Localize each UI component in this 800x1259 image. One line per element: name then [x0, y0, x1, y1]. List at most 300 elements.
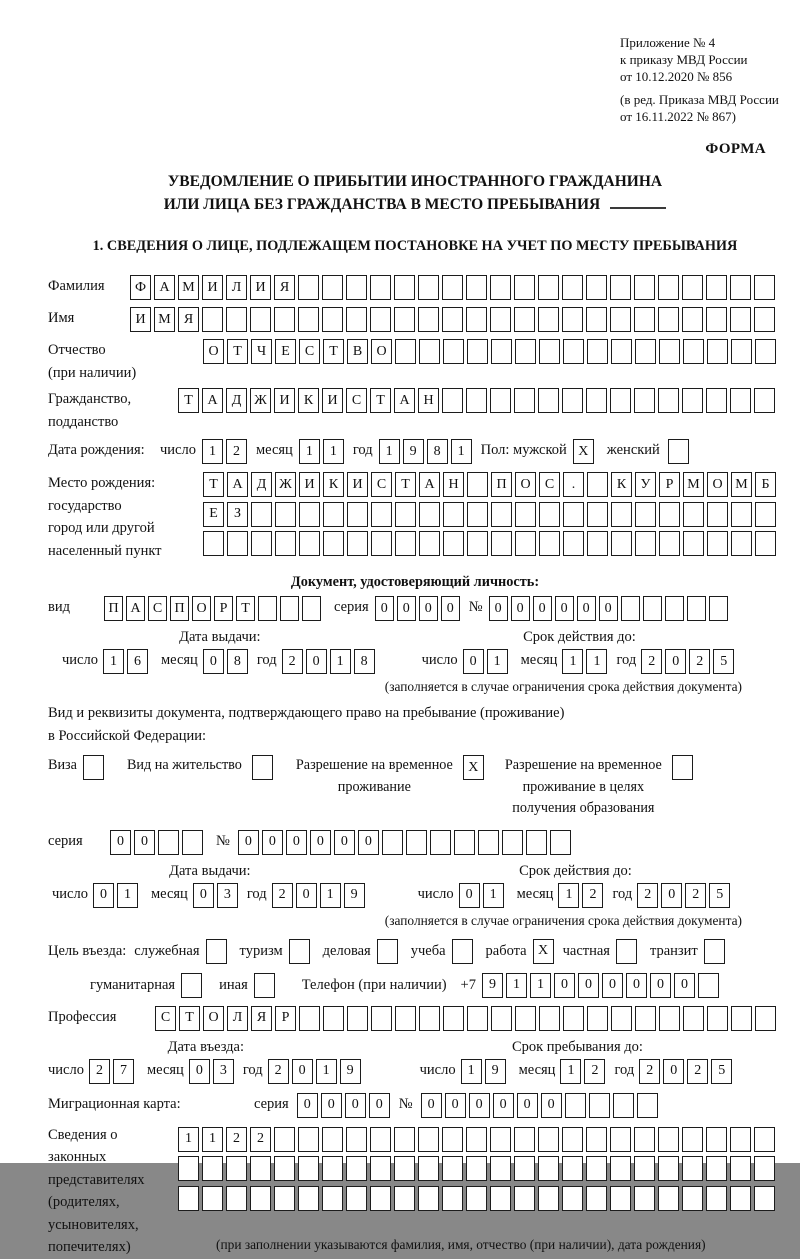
form-cell[interactable]: [466, 1156, 487, 1181]
form-cell[interactable]: [539, 1006, 560, 1031]
form-cell[interactable]: [323, 502, 344, 527]
form-cell[interactable]: О: [203, 1006, 224, 1031]
form-cell[interactable]: О: [707, 472, 728, 497]
form-cell[interactable]: [490, 307, 511, 332]
form-cell[interactable]: [562, 1127, 583, 1152]
form-cell[interactable]: [418, 1186, 439, 1211]
form-cell[interactable]: 0: [345, 1093, 366, 1118]
form-cell[interactable]: Д: [251, 472, 272, 497]
form-cell[interactable]: Т: [370, 388, 391, 413]
form-cell[interactable]: [158, 830, 179, 855]
form-cell[interactable]: [419, 531, 440, 556]
form-cell[interactable]: 1: [323, 439, 344, 464]
form-cell[interactable]: [466, 307, 487, 332]
form-cell[interactable]: [587, 472, 608, 497]
form-cell[interactable]: [635, 339, 656, 364]
form-cell[interactable]: 2: [641, 649, 662, 674]
form-cell[interactable]: [227, 531, 248, 556]
form-cell[interactable]: [610, 1127, 631, 1152]
form-cell[interactable]: [730, 388, 751, 413]
form-cell[interactable]: 2: [89, 1059, 110, 1084]
form-cell[interactable]: [206, 939, 227, 964]
form-cell[interactable]: [442, 307, 463, 332]
form-cell[interactable]: X: [573, 439, 594, 464]
form-cell[interactable]: [395, 531, 416, 556]
form-cell[interactable]: [754, 1186, 775, 1211]
form-cell[interactable]: [616, 939, 637, 964]
form-cell[interactable]: [443, 1006, 464, 1031]
form-cell[interactable]: [202, 307, 223, 332]
form-cell[interactable]: [490, 1156, 511, 1181]
form-cell[interactable]: [538, 275, 559, 300]
form-cell[interactable]: [731, 502, 752, 527]
form-cell[interactable]: [683, 502, 704, 527]
form-cell[interactable]: Д: [226, 388, 247, 413]
form-cell[interactable]: [371, 1006, 392, 1031]
form-cell[interactable]: Ж: [250, 388, 271, 413]
form-cell[interactable]: [637, 1093, 658, 1118]
form-cell[interactable]: П: [170, 596, 189, 621]
form-cell[interactable]: 1: [178, 1127, 199, 1152]
form-cell[interactable]: 8: [354, 649, 375, 674]
form-cell[interactable]: [442, 1156, 463, 1181]
form-cell[interactable]: [298, 307, 319, 332]
form-cell[interactable]: [754, 275, 775, 300]
form-cell[interactable]: Н: [443, 472, 464, 497]
form-cell[interactable]: 1: [562, 649, 583, 674]
form-cell[interactable]: [682, 275, 703, 300]
form-cell[interactable]: [634, 1127, 655, 1152]
form-cell[interactable]: 0: [674, 973, 695, 998]
form-cell[interactable]: [586, 1127, 607, 1152]
form-cell[interactable]: 0: [626, 973, 647, 998]
form-cell[interactable]: [635, 531, 656, 556]
form-cell[interactable]: С: [539, 472, 560, 497]
form-cell[interactable]: 0: [665, 649, 686, 674]
form-cell[interactable]: 0: [296, 883, 317, 908]
form-cell[interactable]: 9: [482, 973, 503, 998]
form-cell[interactable]: [394, 1186, 415, 1211]
form-cell[interactable]: [275, 502, 296, 527]
form-cell[interactable]: 0: [463, 649, 484, 674]
form-cell[interactable]: 1: [560, 1059, 581, 1084]
form-cell[interactable]: 3: [213, 1059, 234, 1084]
form-cell[interactable]: 1: [483, 883, 504, 908]
form-cell[interactable]: [539, 502, 560, 527]
form-cell[interactable]: П: [104, 596, 123, 621]
form-cell[interactable]: К: [298, 388, 319, 413]
form-cell[interactable]: 0: [297, 1093, 318, 1118]
form-cell[interactable]: [452, 939, 473, 964]
form-cell[interactable]: О: [192, 596, 211, 621]
form-cell[interactable]: [178, 1186, 199, 1211]
form-cell[interactable]: [706, 307, 727, 332]
form-cell[interactable]: [491, 1006, 512, 1031]
form-cell[interactable]: [467, 1006, 488, 1031]
form-cell[interactable]: [346, 1127, 367, 1152]
form-cell[interactable]: [706, 1127, 727, 1152]
form-cell[interactable]: [298, 1156, 319, 1181]
form-cell[interactable]: [682, 1186, 703, 1211]
form-cell[interactable]: [419, 339, 440, 364]
form-cell[interactable]: [635, 502, 656, 527]
form-cell[interactable]: 0: [663, 1059, 684, 1084]
form-cell[interactable]: [730, 1186, 751, 1211]
form-cell[interactable]: 2: [250, 1127, 271, 1152]
form-cell[interactable]: [322, 307, 343, 332]
form-cell[interactable]: И: [322, 388, 343, 413]
form-cell[interactable]: И: [347, 472, 368, 497]
form-cell[interactable]: 3: [217, 883, 238, 908]
form-cell[interactable]: И: [299, 472, 320, 497]
form-cell[interactable]: [514, 275, 535, 300]
form-cell[interactable]: [395, 1006, 416, 1031]
form-cell[interactable]: С: [299, 339, 320, 364]
form-cell[interactable]: 0: [321, 1093, 342, 1118]
form-cell[interactable]: 0: [459, 883, 480, 908]
form-cell[interactable]: 2: [268, 1059, 289, 1084]
form-cell[interactable]: 1: [530, 973, 551, 998]
form-cell[interactable]: [515, 1006, 536, 1031]
form-cell[interactable]: О: [371, 339, 392, 364]
form-cell[interactable]: 1: [316, 1059, 337, 1084]
form-cell[interactable]: [443, 339, 464, 364]
form-cell[interactable]: [491, 502, 512, 527]
form-cell[interactable]: [682, 388, 703, 413]
form-cell[interactable]: 1: [299, 439, 320, 464]
form-cell[interactable]: 2: [685, 883, 706, 908]
form-cell[interactable]: И: [130, 307, 151, 332]
form-cell[interactable]: [514, 388, 535, 413]
form-cell[interactable]: [730, 1127, 751, 1152]
form-cell[interactable]: Б: [755, 472, 776, 497]
form-cell[interactable]: [202, 1186, 223, 1211]
form-cell[interactable]: [394, 1156, 415, 1181]
form-cell[interactable]: Р: [214, 596, 233, 621]
form-cell[interactable]: [610, 1186, 631, 1211]
form-cell[interactable]: О: [515, 472, 536, 497]
form-cell[interactable]: [610, 307, 631, 332]
form-cell[interactable]: [610, 1156, 631, 1181]
form-cell[interactable]: [418, 1156, 439, 1181]
form-cell[interactable]: Я: [251, 1006, 272, 1031]
form-cell[interactable]: [514, 1127, 535, 1152]
form-cell[interactable]: С: [346, 388, 367, 413]
form-cell[interactable]: 0: [533, 596, 552, 621]
form-cell[interactable]: [672, 755, 693, 780]
form-cell[interactable]: [418, 1127, 439, 1152]
form-cell[interactable]: А: [419, 472, 440, 497]
form-cell[interactable]: [491, 339, 512, 364]
form-cell[interactable]: 8: [227, 649, 248, 674]
form-cell[interactable]: Л: [227, 1006, 248, 1031]
form-cell[interactable]: X: [463, 755, 484, 780]
form-cell[interactable]: [377, 939, 398, 964]
form-cell[interactable]: [275, 531, 296, 556]
form-cell[interactable]: 0: [292, 1059, 313, 1084]
form-cell[interactable]: [514, 1186, 535, 1211]
form-cell[interactable]: [611, 1006, 632, 1031]
form-cell[interactable]: Т: [178, 388, 199, 413]
form-cell[interactable]: [442, 1127, 463, 1152]
form-cell[interactable]: [538, 1186, 559, 1211]
form-cell[interactable]: [563, 502, 584, 527]
form-cell[interactable]: [467, 472, 488, 497]
form-cell[interactable]: 8: [427, 439, 448, 464]
form-cell[interactable]: [731, 531, 752, 556]
form-cell[interactable]: И: [250, 275, 271, 300]
form-cell[interactable]: [346, 275, 367, 300]
form-cell[interactable]: [418, 275, 439, 300]
form-cell[interactable]: К: [611, 472, 632, 497]
form-cell[interactable]: [250, 1186, 271, 1211]
form-cell[interactable]: [539, 339, 560, 364]
form-cell[interactable]: М: [731, 472, 752, 497]
form-cell[interactable]: [658, 275, 679, 300]
form-cell[interactable]: [323, 531, 344, 556]
form-cell[interactable]: [322, 1127, 343, 1152]
form-cell[interactable]: [394, 275, 415, 300]
form-cell[interactable]: [586, 1186, 607, 1211]
form-cell[interactable]: [346, 1186, 367, 1211]
form-cell[interactable]: 1: [117, 883, 138, 908]
form-cell[interactable]: [659, 339, 680, 364]
form-cell[interactable]: [515, 531, 536, 556]
form-cell[interactable]: 0: [421, 1093, 442, 1118]
form-cell[interactable]: [274, 307, 295, 332]
form-cell[interactable]: [659, 502, 680, 527]
form-cell[interactable]: О: [203, 339, 224, 364]
form-cell[interactable]: [565, 1093, 586, 1118]
form-cell[interactable]: 2: [637, 883, 658, 908]
form-cell[interactable]: [394, 1127, 415, 1152]
form-cell[interactable]: А: [227, 472, 248, 497]
form-cell[interactable]: 0: [602, 973, 623, 998]
form-cell[interactable]: Т: [323, 339, 344, 364]
form-cell[interactable]: [659, 531, 680, 556]
form-cell[interactable]: [442, 1186, 463, 1211]
form-cell[interactable]: М: [154, 307, 175, 332]
form-cell[interactable]: 2: [272, 883, 293, 908]
form-cell[interactable]: [394, 307, 415, 332]
form-cell[interactable]: 7: [113, 1059, 134, 1084]
form-cell[interactable]: 0: [511, 596, 530, 621]
form-cell[interactable]: С: [371, 472, 392, 497]
form-cell[interactable]: [658, 1186, 679, 1211]
form-cell[interactable]: [621, 596, 640, 621]
form-cell[interactable]: [683, 531, 704, 556]
form-cell[interactable]: 2: [582, 883, 603, 908]
form-cell[interactable]: [563, 531, 584, 556]
form-cell[interactable]: 0: [358, 830, 379, 855]
form-cell[interactable]: 0: [189, 1059, 210, 1084]
form-cell[interactable]: [562, 275, 583, 300]
form-cell[interactable]: 0: [310, 830, 331, 855]
form-cell[interactable]: 6: [127, 649, 148, 674]
form-cell[interactable]: [274, 1186, 295, 1211]
form-cell[interactable]: [322, 275, 343, 300]
form-cell[interactable]: 0: [193, 883, 214, 908]
form-cell[interactable]: [611, 339, 632, 364]
form-cell[interactable]: [280, 596, 299, 621]
form-cell[interactable]: 5: [709, 883, 730, 908]
form-cell[interactable]: 0: [93, 883, 114, 908]
form-cell[interactable]: [731, 339, 752, 364]
form-cell[interactable]: [658, 1127, 679, 1152]
form-cell[interactable]: [406, 830, 427, 855]
form-cell[interactable]: [442, 388, 463, 413]
form-cell[interactable]: [478, 830, 499, 855]
form-cell[interactable]: 9: [340, 1059, 361, 1084]
form-cell[interactable]: [698, 973, 719, 998]
form-cell[interactable]: [563, 1006, 584, 1031]
form-cell[interactable]: Л: [226, 275, 247, 300]
form-cell[interactable]: [610, 388, 631, 413]
form-cell[interactable]: 0: [441, 596, 460, 621]
form-cell[interactable]: [250, 1156, 271, 1181]
form-cell[interactable]: [299, 1006, 320, 1031]
form-cell[interactable]: Н: [418, 388, 439, 413]
form-cell[interactable]: [252, 755, 273, 780]
form-cell[interactable]: Р: [659, 472, 680, 497]
form-cell[interactable]: Ч: [251, 339, 272, 364]
form-cell[interactable]: Ж: [275, 472, 296, 497]
form-cell[interactable]: [730, 1156, 751, 1181]
form-cell[interactable]: А: [126, 596, 145, 621]
form-cell[interactable]: [635, 1006, 656, 1031]
form-cell[interactable]: [181, 973, 202, 998]
form-cell[interactable]: [610, 275, 631, 300]
form-cell[interactable]: [371, 531, 392, 556]
form-cell[interactable]: [299, 531, 320, 556]
form-cell[interactable]: [289, 939, 310, 964]
form-cell[interactable]: В: [347, 339, 368, 364]
form-cell[interactable]: [346, 307, 367, 332]
form-cell[interactable]: [83, 755, 104, 780]
form-cell[interactable]: [274, 1127, 295, 1152]
form-cell[interactable]: [298, 275, 319, 300]
form-cell[interactable]: 9: [403, 439, 424, 464]
form-cell[interactable]: [250, 307, 271, 332]
form-cell[interactable]: [707, 502, 728, 527]
form-cell[interactable]: 0: [578, 973, 599, 998]
form-cell[interactable]: [682, 307, 703, 332]
form-cell[interactable]: [587, 339, 608, 364]
form-cell[interactable]: [754, 307, 775, 332]
form-cell[interactable]: [491, 531, 512, 556]
form-cell[interactable]: [322, 1156, 343, 1181]
form-cell[interactable]: [659, 1006, 680, 1031]
form-cell[interactable]: [707, 339, 728, 364]
form-cell[interactable]: [586, 307, 607, 332]
form-cell[interactable]: [755, 339, 776, 364]
form-cell[interactable]: [562, 307, 583, 332]
form-cell[interactable]: 0: [599, 596, 618, 621]
form-cell[interactable]: К: [323, 472, 344, 497]
form-cell[interactable]: [526, 830, 547, 855]
form-cell[interactable]: 5: [711, 1059, 732, 1084]
form-cell[interactable]: [730, 275, 751, 300]
form-cell[interactable]: 2: [226, 1127, 247, 1152]
form-cell[interactable]: [454, 830, 475, 855]
form-cell[interactable]: [704, 939, 725, 964]
form-cell[interactable]: [466, 1186, 487, 1211]
form-cell[interactable]: [562, 1186, 583, 1211]
form-cell[interactable]: [665, 596, 684, 621]
form-cell[interactable]: [754, 1127, 775, 1152]
form-cell[interactable]: [683, 339, 704, 364]
form-cell[interactable]: [731, 1006, 752, 1031]
form-cell[interactable]: [587, 1006, 608, 1031]
form-cell[interactable]: 0: [541, 1093, 562, 1118]
form-cell[interactable]: А: [154, 275, 175, 300]
form-cell[interactable]: [755, 531, 776, 556]
form-cell[interactable]: [514, 1156, 535, 1181]
form-cell[interactable]: [299, 502, 320, 527]
form-cell[interactable]: [754, 1156, 775, 1181]
form-cell[interactable]: [382, 830, 403, 855]
form-cell[interactable]: [466, 1127, 487, 1152]
form-cell[interactable]: 0: [577, 596, 596, 621]
form-cell[interactable]: 0: [134, 830, 155, 855]
form-cell[interactable]: 1: [202, 439, 223, 464]
form-cell[interactable]: 1: [379, 439, 400, 464]
form-cell[interactable]: [178, 1156, 199, 1181]
form-cell[interactable]: [538, 1127, 559, 1152]
form-cell[interactable]: [490, 275, 511, 300]
form-cell[interactable]: 0: [262, 830, 283, 855]
form-cell[interactable]: [730, 307, 751, 332]
form-cell[interactable]: [539, 531, 560, 556]
form-cell[interactable]: 2: [226, 439, 247, 464]
form-cell[interactable]: [687, 596, 706, 621]
form-cell[interactable]: [587, 531, 608, 556]
form-cell[interactable]: [258, 596, 277, 621]
form-cell[interactable]: [182, 830, 203, 855]
form-cell[interactable]: [754, 388, 775, 413]
form-cell[interactable]: [370, 1156, 391, 1181]
form-cell[interactable]: [298, 1186, 319, 1211]
form-cell[interactable]: 0: [469, 1093, 490, 1118]
form-cell[interactable]: [302, 596, 321, 621]
form-cell[interactable]: X: [533, 939, 554, 964]
form-cell[interactable]: [490, 388, 511, 413]
form-cell[interactable]: [709, 596, 728, 621]
form-cell[interactable]: Т: [179, 1006, 200, 1031]
form-cell[interactable]: [347, 502, 368, 527]
form-cell[interactable]: 0: [517, 1093, 538, 1118]
form-cell[interactable]: [682, 1127, 703, 1152]
form-cell[interactable]: [668, 439, 689, 464]
form-cell[interactable]: [707, 1006, 728, 1031]
form-cell[interactable]: М: [178, 275, 199, 300]
form-cell[interactable]: [419, 502, 440, 527]
form-cell[interactable]: Т: [395, 472, 416, 497]
form-cell[interactable]: 1: [202, 1127, 223, 1152]
form-cell[interactable]: [514, 307, 535, 332]
form-cell[interactable]: Е: [203, 502, 224, 527]
form-cell[interactable]: [643, 596, 662, 621]
form-cell[interactable]: [395, 502, 416, 527]
form-cell[interactable]: 0: [555, 596, 574, 621]
form-cell[interactable]: [370, 307, 391, 332]
form-cell[interactable]: И: [274, 388, 295, 413]
form-cell[interactable]: [467, 339, 488, 364]
form-cell[interactable]: [226, 307, 247, 332]
form-cell[interactable]: Я: [178, 307, 199, 332]
form-cell[interactable]: 0: [334, 830, 355, 855]
form-cell[interactable]: Т: [203, 472, 224, 497]
